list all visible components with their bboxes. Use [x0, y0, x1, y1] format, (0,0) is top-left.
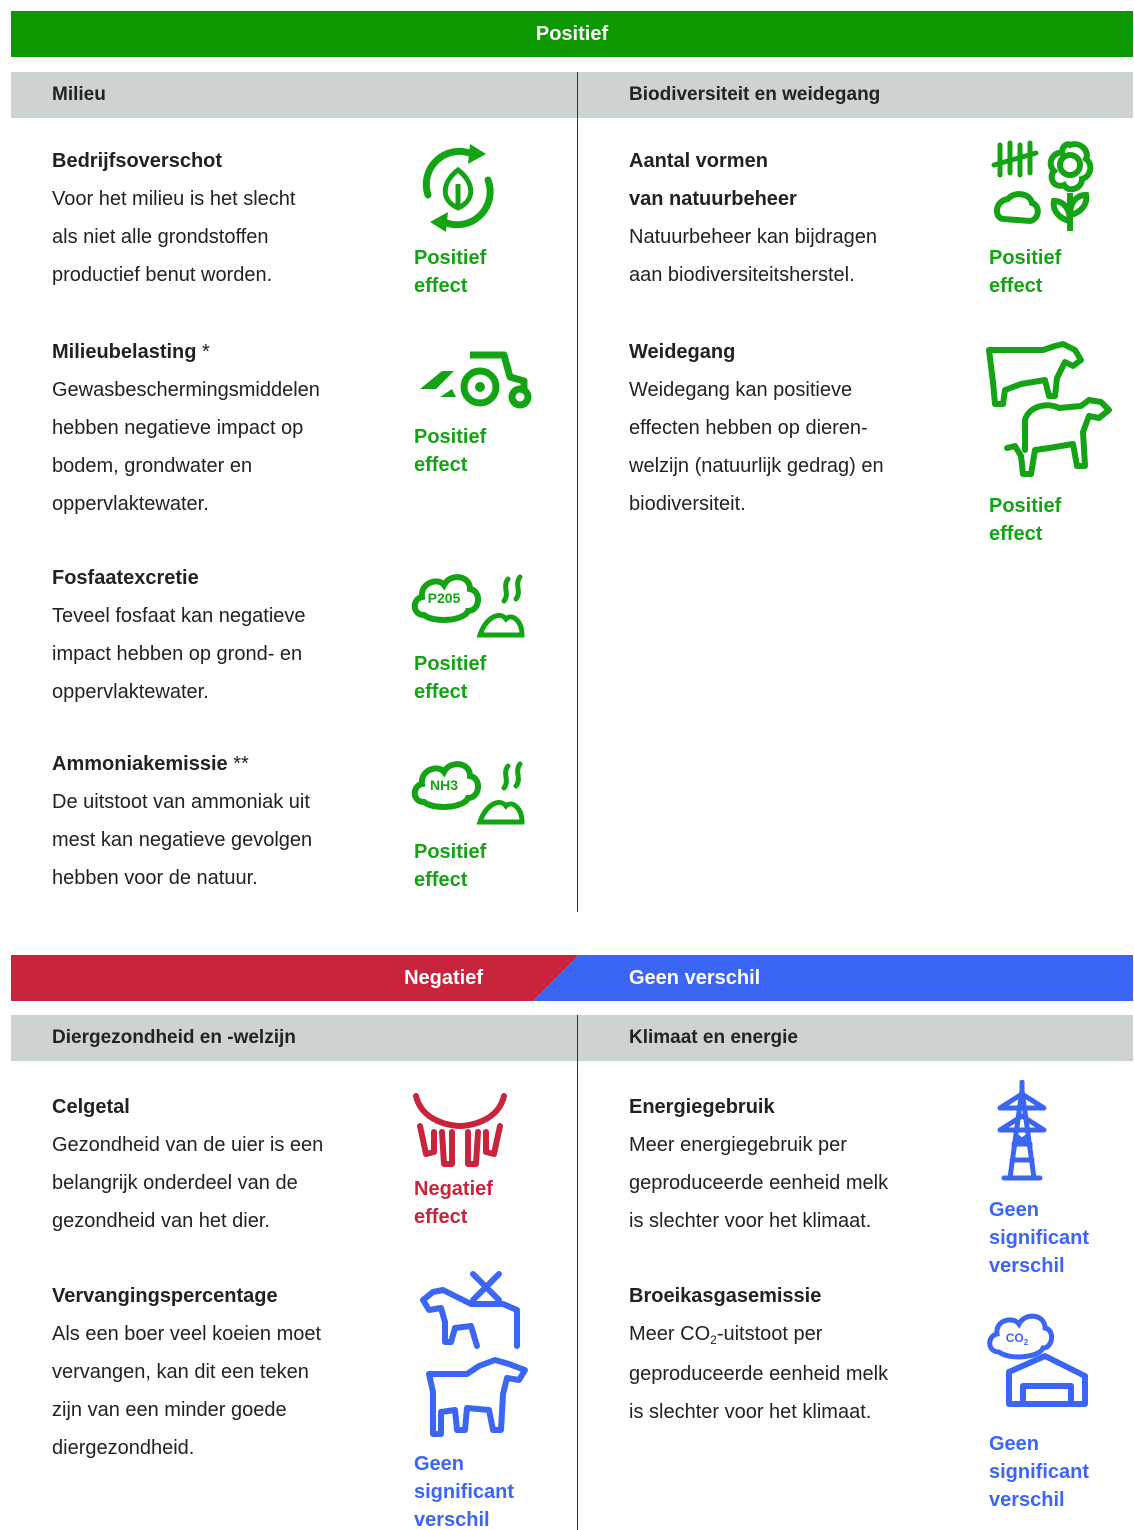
item-weidegang	[629, 333, 884, 523]
effect-label: Positief effect	[414, 247, 487, 297]
co2-barn-icon	[985, 1310, 1095, 1410]
item-title: Milieubelasting *	[52, 341, 210, 363]
udder-icon	[412, 1092, 508, 1172]
item-description: De uitstoot van ammoniak uit mest kan negatieve gevolgen hebben voor de natuur.	[52, 791, 313, 889]
icon-label: P205	[427, 590, 461, 606]
band-negative-shape	[11, 955, 579, 1001]
band-no-difference-shape	[533, 955, 1133, 1001]
grazing-cows-icon	[985, 340, 1115, 480]
section-title-klimaat: Klimaat en energie	[629, 1027, 798, 1048]
effect-label: Positief effect	[414, 426, 487, 476]
item-description: Teveel fosfaat kan negatieve impact hebben op grond- en oppervlaktewater.	[52, 605, 306, 703]
subheader-negative	[11, 1015, 1133, 1061]
item-bedrijfsoverschot	[52, 142, 295, 294]
effect-label: Positief effect	[989, 247, 1062, 297]
effect-label: Positief effect	[989, 495, 1062, 545]
section-title-biodiversiteit: Biodiversiteit en weidegang	[629, 84, 881, 105]
effect-label: Negatief effect	[414, 1178, 493, 1228]
item-description: Gewasbeschermingsmiddelen hebben negatieve impact op bodem, grondwater en oppervlaktewater.	[52, 379, 320, 515]
item-celgetal	[52, 1088, 323, 1240]
item-milieubelasting	[52, 333, 320, 523]
item-natuurbeheer	[629, 142, 877, 294]
phosphate-manure-icon	[410, 565, 530, 639]
recycle-sprout-icon	[410, 140, 506, 236]
band-negative-no-difference	[11, 955, 1133, 1001]
item-title: Bedrijfsoverschot	[52, 150, 223, 172]
item-title: Energiegebruik	[629, 1096, 775, 1118]
effect-label: Geen significant verschil	[414, 1453, 515, 1530]
icon-label: $CO_2$	[1005, 1331, 1029, 1347]
item-description: Voor het milieu is het slecht als niet alle grondstoffen productief benut worden.	[52, 188, 296, 286]
ammonia-manure-icon	[410, 752, 530, 826]
item-title: Ammoniakemissie **	[52, 753, 249, 775]
item-description: Als een boer veel koeien moet vervangen, kan dit een teken zijn van een minder goede diergezondheid.	[52, 1323, 322, 1459]
item-broeikasgasemissie	[629, 1277, 888, 1431]
item-energiegebruik	[629, 1088, 888, 1240]
item-title: Weidegang	[629, 341, 736, 363]
item-title: Broeikasgasemissie	[629, 1285, 822, 1307]
item-title: Celgetal	[52, 1096, 130, 1118]
item-description: Meer $CO_2$-uitstoot per geproduceerde eenheid melk is slechter voor het klimaat.	[629, 1323, 889, 1423]
effect-label: Positief effect	[414, 841, 487, 891]
item-ammoniakemissie	[52, 745, 312, 897]
section-title-diergezondheid: Diergezondheid en -welzijn	[52, 1027, 296, 1048]
effect-label: Geen significant verschil	[989, 1433, 1090, 1511]
band-negative-label: Negatief	[404, 967, 483, 989]
effect-label: Geen significant verschil	[989, 1199, 1090, 1277]
power-pylon-icon	[994, 1080, 1050, 1182]
item-title: Aantal vormen van natuurbeheer	[629, 150, 797, 210]
subheader-positive	[11, 72, 1133, 118]
item-description: Meer energiegebruik per geproduceerde eenheid melk is slechter voor het klimaat.	[629, 1134, 889, 1232]
section-title-milieu: Milieu	[52, 84, 106, 105]
band-no-difference-label: Geen verschil	[629, 967, 761, 989]
item-vervangingspercentage	[52, 1277, 321, 1467]
item-description: Natuurbeheer kan bijdragen aan biodiversiteitsherstel.	[629, 226, 877, 286]
band-positive: Positief	[11, 11, 1133, 57]
effect-label: Positief effect	[414, 653, 487, 703]
item-title: Vervangingspercentage	[52, 1285, 278, 1307]
column-divider	[577, 1015, 578, 1530]
cow-replacement-icon	[415, 1270, 535, 1442]
tractor-icon	[412, 345, 532, 415]
item-description: Gezondheid van de uier is een belangrijk onderdeel van de gezondheid van het dier.	[52, 1134, 324, 1232]
nature-flower-icon	[990, 135, 1094, 233]
item-description: Weidegang kan positieve effecten hebben op dieren- welzijn (natuurlijk gedrag) en biodiversiteit.	[629, 379, 884, 515]
item-title: Fosfaatexcretie	[52, 567, 199, 589]
band-split-shape	[11, 955, 1133, 1001]
column-divider	[577, 72, 578, 912]
icon-label: NH3	[429, 777, 459, 793]
item-fosfaatexcretie	[52, 559, 306, 711]
